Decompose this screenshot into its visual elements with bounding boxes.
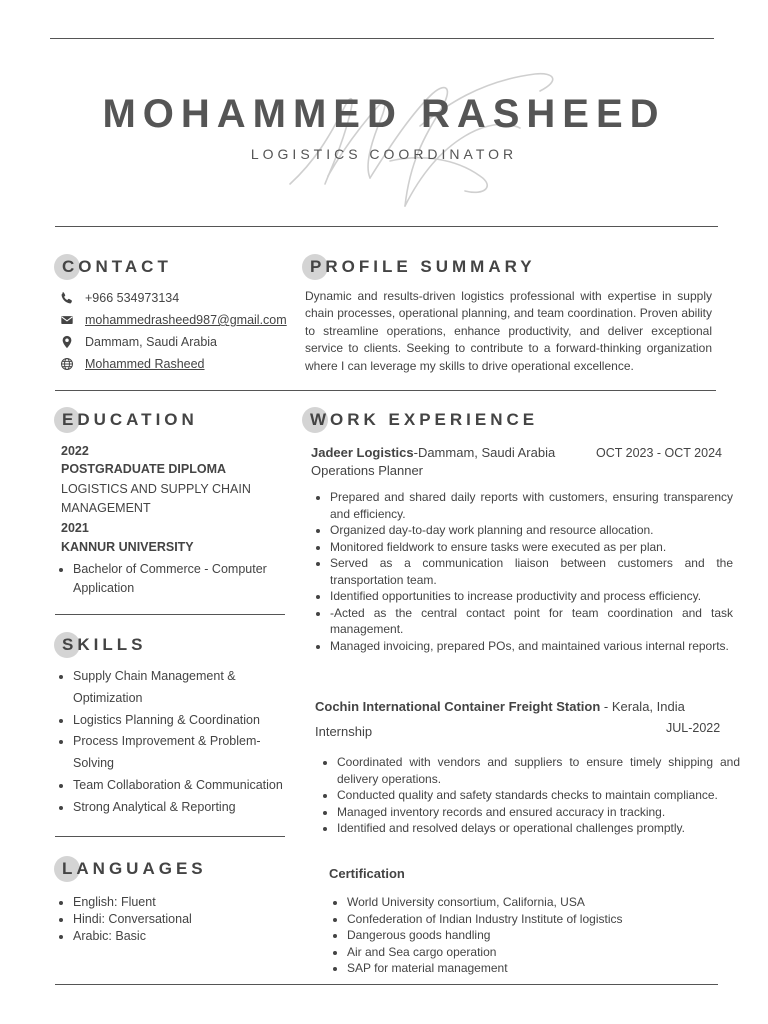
email-icon [60,313,74,327]
job1-role: Operations Planner [311,463,424,478]
education-school: KANNUR UNIVERSITY [61,540,194,554]
skills-list [55,666,288,819]
job2-company: Cochin International Container Freight Station [315,699,601,714]
work-experience-heading: WORK EXPERIENCE [310,410,538,430]
location-text: Dammam, Saudi Arabia [85,335,218,349]
list-item: • World University consortium, California, USA [347,894,727,911]
skills-heading: SKILLS [62,635,146,655]
languages-list [55,894,293,945]
list-item: • Coordinated with vendors and suppliers to ensure timely shipping and delivery operations. [337,754,740,787]
list-item: • Identified opportunities to increase productivity and process efficiency. [330,588,733,605]
education-year-2022: 2022 [61,444,89,458]
list-item: • Air and Sea cargo operation [347,944,727,961]
job-title: LOGISTICS COORDINATOR [250,146,518,162]
education-degree-list [55,560,303,597]
list-item: • Conducted quality and safety standards checks to maintain compliance. [337,787,740,804]
list-item: • Identified and resolved delays or operational challenges promptly. [337,820,740,837]
job1-location: -Dammam, Saudi Arabia [413,445,556,460]
list-item: • Logistics Planning & Coordination [73,710,288,732]
job2-location: - Kerala, India [600,699,685,714]
profile-summary-text: Dynamic and results-driven logistics professional with expertise in supply chain processes, operational planning, and team coordination. Proven ability to streamline operations, enhance productivity, and deliver exceptional service to clients. Seeking to contribute to a forward-thinking organization where I can leverage my skills to drive operational excellence. [305,289,712,373]
job1-dates: OCT 2023 - OCT 2024 [596,446,722,460]
education-heading: EDUCATION [62,410,198,430]
linkedin-link[interactable]: Mohammed Rasheed [85,357,205,371]
list-item: • Monitored fieldwork to ensure tasks were executed as per plan. [330,539,733,556]
list-item: • Managed inventory records and ensured accuracy in tracking. [337,804,740,821]
profile-summary-heading: PROFILE SUMMARY [310,257,536,277]
job2-dates: JUL-2022 [666,721,721,735]
phone-text: +966 534973134 [85,291,180,305]
candidate-name: MOHAMMED RASHEED [102,92,666,136]
phone-icon [60,291,74,305]
contact-email[interactable] [60,313,287,327]
list-item: • Served as a communication liaison between customers and the transportation team. [330,555,733,588]
list-item: • Strong Analytical & Reporting [73,797,288,819]
job2-bullets [319,754,740,837]
list-item: • Managed invoicing, prepared POs, and maintained various internal reports. [330,638,733,655]
skills-bottom-rule [55,836,285,837]
education-bottom-rule [55,614,285,615]
certification-list [329,894,727,977]
globe-icon [60,357,74,371]
certification-heading: Certification [329,866,405,881]
job1-company: Jadeer Logistics [311,445,414,460]
job1-header [311,445,555,460]
location-pin-icon [60,335,74,349]
email-link[interactable]: mohammedrasheed987@gmail.com [85,313,287,327]
contact-heading: CONTACT [62,257,172,277]
top-rule [50,38,714,39]
job2-header [315,699,685,714]
job2-role: Internship [315,724,373,739]
education-degree: POSTGRADUATE DIPLOMA [61,462,227,476]
list-item: • Hindi: Conversational [73,911,293,928]
list-item: • Confederation of Indian Industry Institute of logistics [347,911,727,928]
header-bottom-rule [55,226,718,227]
list-item: • SAP for material management [347,960,727,977]
education-year-2021: 2021 [61,521,89,535]
contact-phone [60,291,179,305]
job1-bullets [312,489,733,654]
list-item: • Dangerous goods handling [347,927,727,944]
list-item: • Process Improvement & Problem-Solving [73,731,288,775]
signature-watermark [270,66,570,216]
footer-rule [55,984,718,985]
list-item: • -Acted as the central contact point for team coordination and task management. [330,605,733,638]
list-item: • Arabic: Basic [73,928,293,945]
list-item: • Prepared and shared daily reports with customers, ensuring transparency and efficiency. [330,489,733,522]
contact-location [60,335,217,349]
list-item: • Organized day-to-day work planning and resource allocation. [330,522,733,539]
list-item: • Bachelor of Commerce - Computer Application [73,560,303,597]
contact-bottom-rule [55,390,716,391]
list-item: • Supply Chain Management & Optimization [73,666,288,710]
education-field: LOGISTICS AND SUPPLY CHAIN MANAGEMENT [61,482,251,515]
list-item: • Team Collaboration & Communication [73,775,288,797]
languages-heading: LANGUAGES [62,859,207,879]
contact-website[interactable] [60,357,205,371]
list-item: • English: Fluent [73,894,293,911]
